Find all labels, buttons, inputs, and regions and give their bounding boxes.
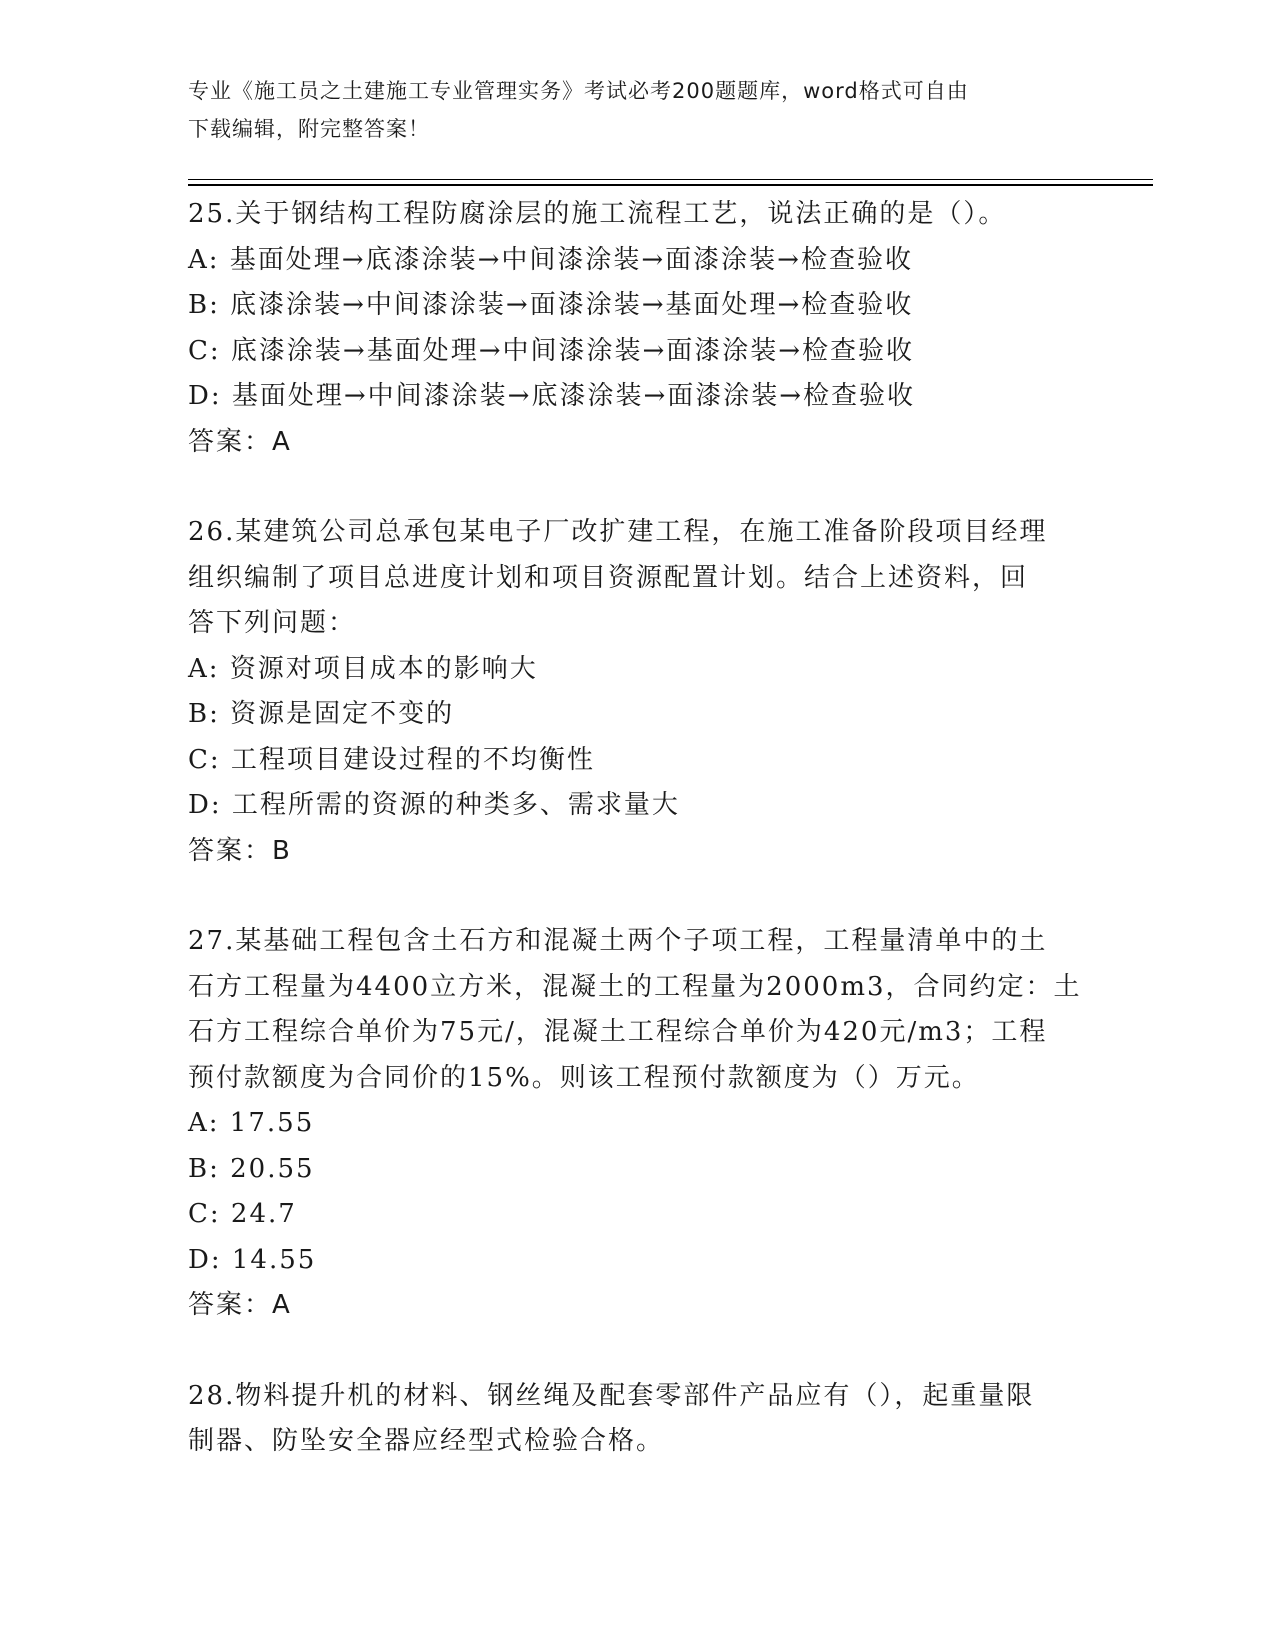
question-stem: 答下列问题： bbox=[188, 608, 357, 638]
question-28 bbox=[188, 1374, 1088, 1465]
option-a: A: 资源对项目成本的影响大 bbox=[188, 653, 538, 684]
document-header bbox=[188, 72, 1068, 148]
option-c: C: 工程项目建设过程的不均衡性 bbox=[188, 744, 595, 775]
option-d: D: 14.55 bbox=[188, 1244, 317, 1275]
header-line-1: 专业《施工员之土建施工专业管理实务》考试必考200题题库，word格式可自由 bbox=[188, 79, 969, 103]
option-d: D: 基面处理→中间漆涂装→底漆涂装→面漆涂装→检查验收 bbox=[188, 381, 916, 411]
option-d: D: 工程所需的资源的种类多、需求量大 bbox=[188, 790, 680, 820]
option-c: C: 底漆涂装→基面处理→中间漆涂装→面漆涂装→检查验收 bbox=[188, 335, 915, 366]
question-stem: 预付款额度为合同价的15%。则该工程预付款额度为（）万元。 bbox=[188, 1062, 980, 1093]
header-divider-thick bbox=[188, 184, 1153, 186]
answer-line: 答案：A bbox=[188, 426, 292, 457]
question-spacer bbox=[188, 874, 1088, 919]
option-a: A: 基面处理→底漆涂装→中间漆涂装→面漆涂装→检查验收 bbox=[188, 244, 913, 275]
question-spacer bbox=[188, 1329, 1088, 1374]
question-list bbox=[188, 192, 1088, 1465]
header-divider-thin bbox=[188, 179, 1153, 180]
option-a: A: 17.55 bbox=[188, 1108, 315, 1138]
question-stem: 石方工程量为4400立方米，混凝土的工程量为2000m3，合同约定：土 bbox=[188, 971, 1082, 1002]
question-stem: 25.关于钢结构工程防腐涂层的施工流程工艺，说法正确的是（）。 bbox=[188, 199, 1007, 229]
answer-line: 答案：B bbox=[188, 835, 292, 866]
option-b: B: 底漆涂装→中间漆涂装→面漆涂装→基面处理→检查验收 bbox=[188, 290, 914, 320]
question-stem: 石方工程综合单价为75元/，混凝土工程综合单价为420元/m3；工程 bbox=[188, 1017, 1048, 1047]
answer-line: 答案：A bbox=[188, 1290, 292, 1320]
option-b: B: 20.55 bbox=[188, 1153, 315, 1184]
header-line-2: 下载编辑，附完整答案！ bbox=[188, 117, 430, 141]
question-27 bbox=[188, 919, 1088, 1329]
question-stem: 组织编制了项目总进度计划和项目资源配置计划。结合上述资料，回 bbox=[188, 562, 1029, 593]
question-26 bbox=[188, 510, 1088, 874]
option-b: B: 资源是固定不变的 bbox=[188, 699, 455, 729]
question-stem: 26.某建筑公司总承包某电子厂改扩建工程，在施工准备阶段项目经理 bbox=[188, 517, 1048, 547]
question-stem: 制器、防坠安全器应经型式检验合格。 bbox=[188, 1426, 665, 1456]
option-c: C: 24.7 bbox=[188, 1199, 297, 1229]
question-stem: 28.物料提升机的材料、钢丝绳及配套零部件产品应有（），起重量限 bbox=[188, 1380, 1035, 1411]
question-spacer bbox=[188, 465, 1088, 510]
question-25 bbox=[188, 192, 1088, 465]
question-stem: 27.某基础工程包含土石方和混凝土两个子项工程，工程量清单中的土 bbox=[188, 926, 1048, 956]
